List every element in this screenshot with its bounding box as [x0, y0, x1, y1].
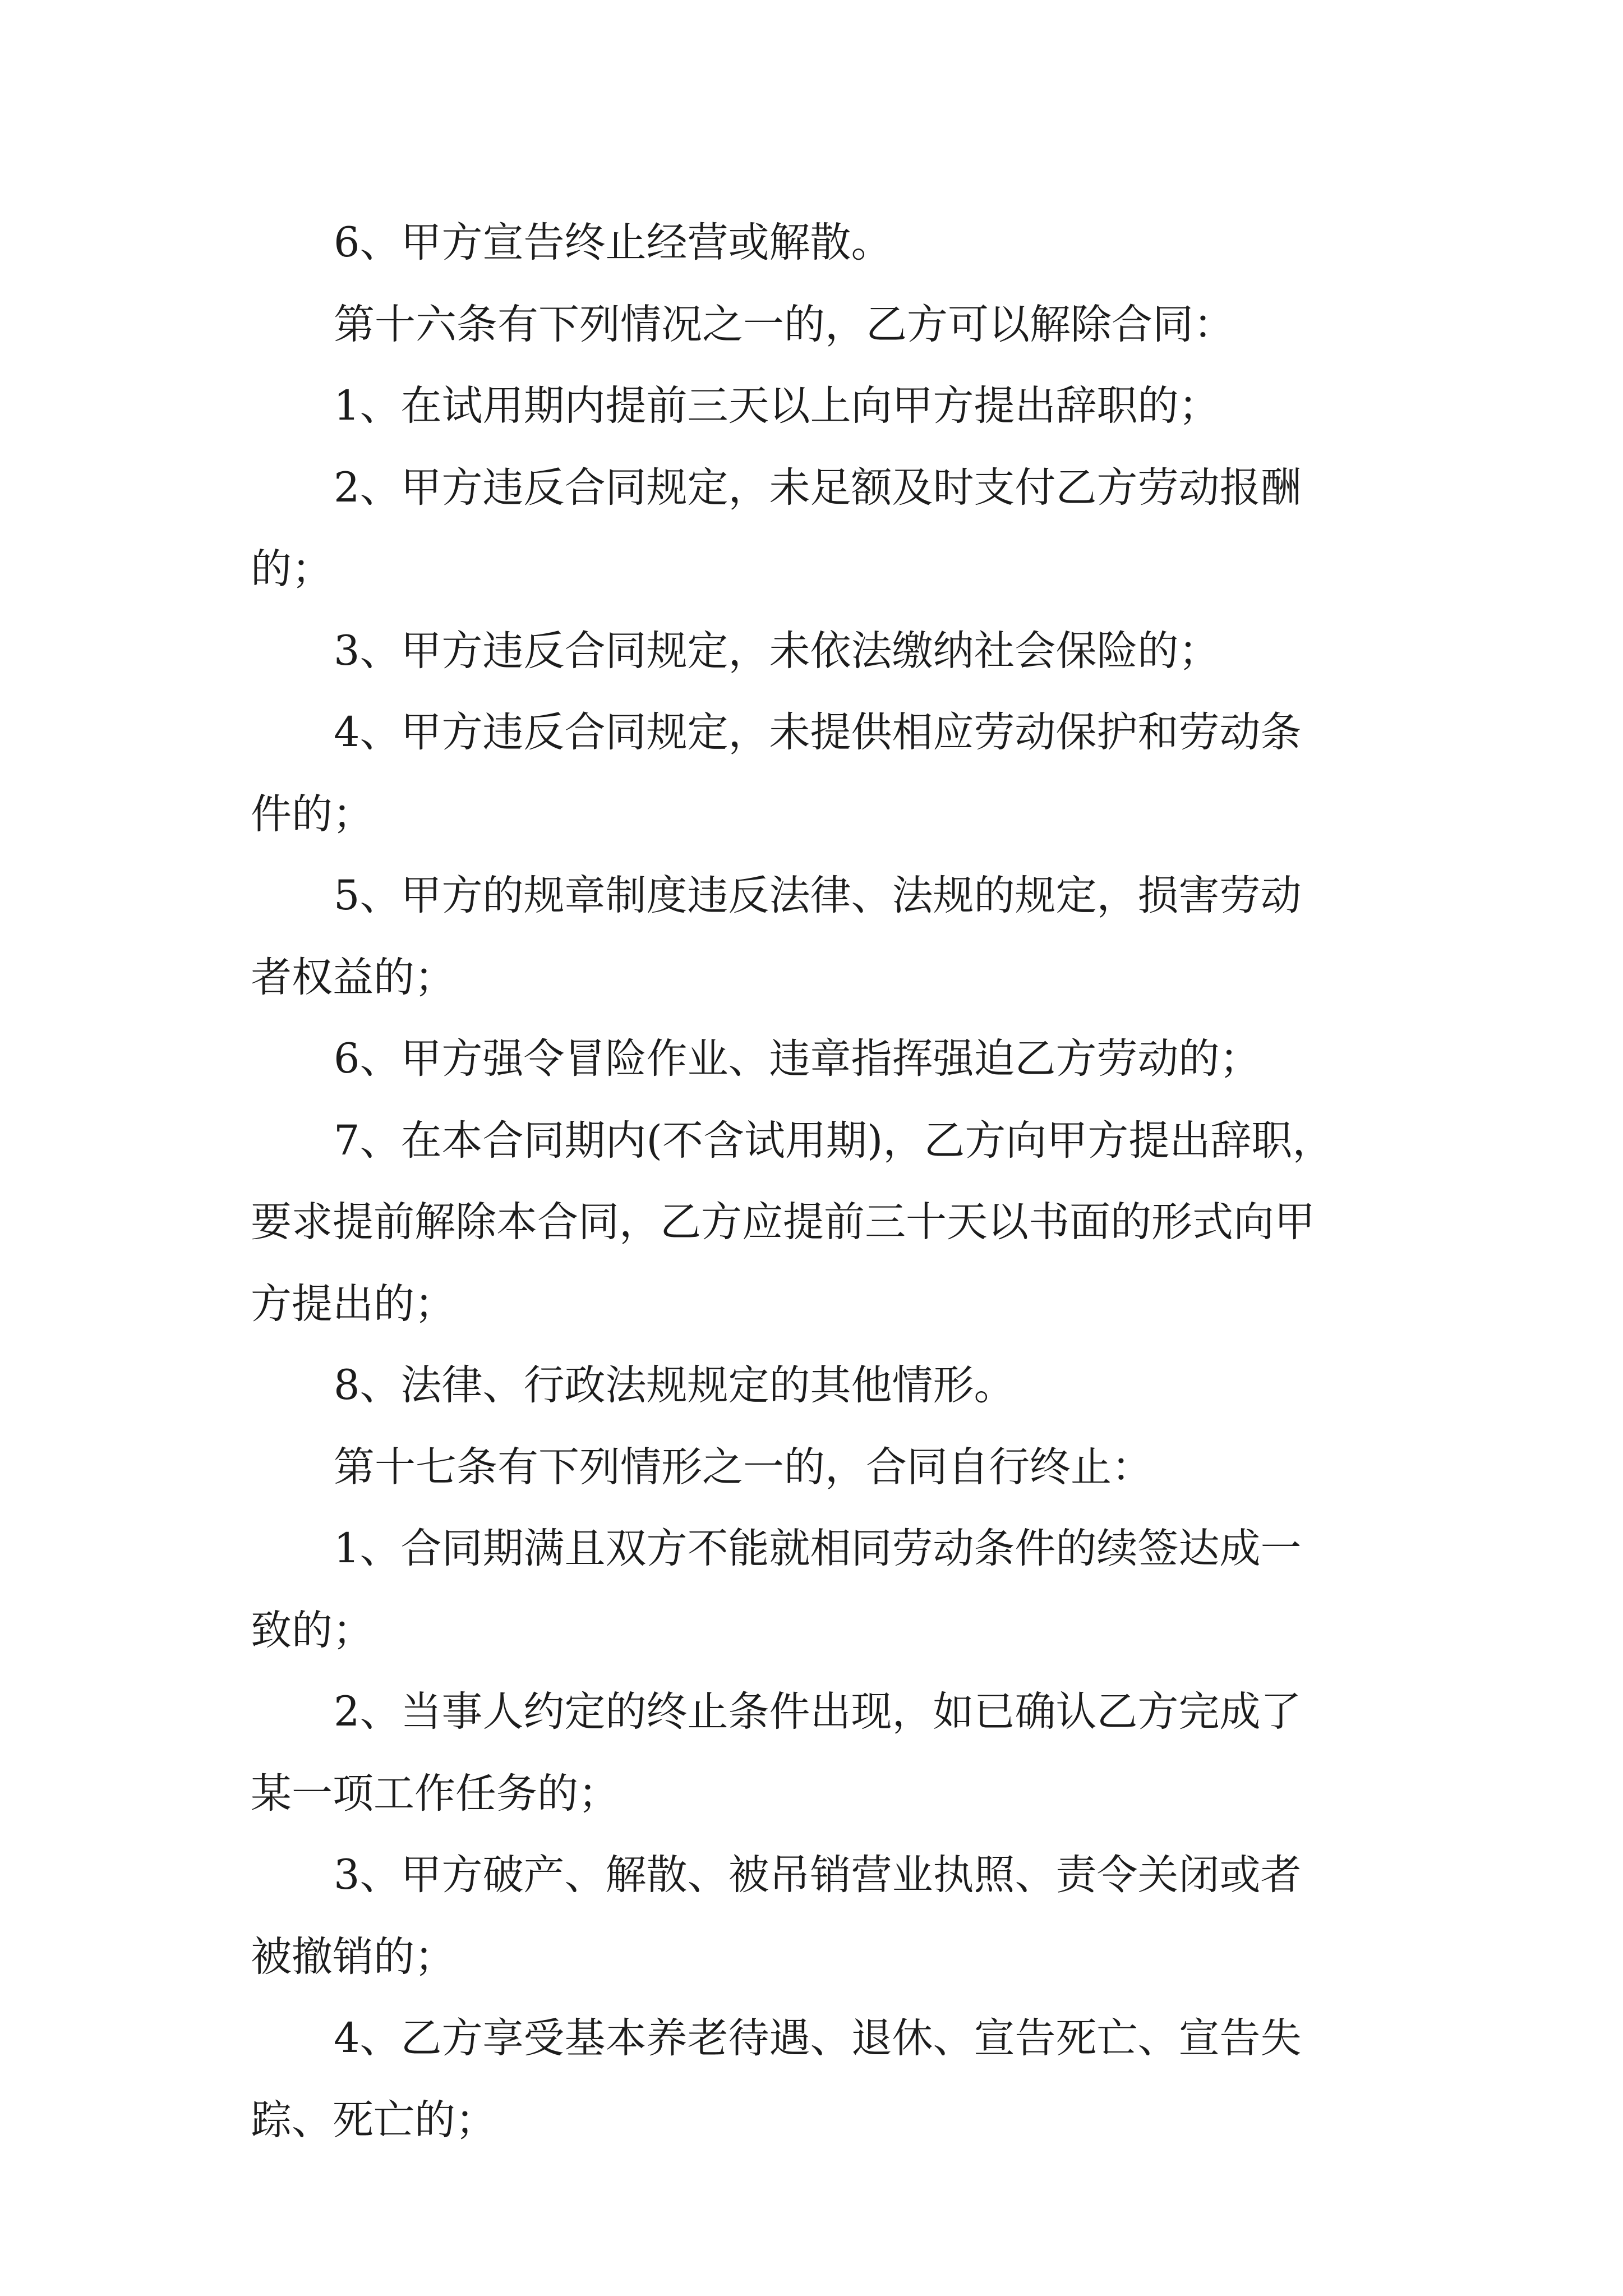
clause-line-10: 者权益的； — [251, 953, 455, 1001]
clause-line-12: 7、在本合同期内(不含试用期)，乙方向甲方提出辞职， — [334, 1116, 1334, 1165]
clause-line-11: 6、甲方强令冒险作业、违章指挥强迫乙方劳动的； — [334, 1035, 1261, 1083]
clause-line-23: 4、乙方享受基本养老待遇、退休、宣告死亡、宣告失 — [334, 2014, 1302, 2062]
clause-line-22: 被撤销的； — [251, 1932, 455, 1981]
clause-line-13: 要求提前解除本合同，乙方应提前三十天以书面的形式向甲 — [251, 1198, 1315, 1246]
clause-line-7: 4、甲方违反合同规定，未提供相应劳动保护和劳动条 — [334, 708, 1302, 756]
clause-line-5: 的； — [251, 545, 333, 593]
clause-line-6: 3、甲方违反合同规定，未依法缴纳社会保险的； — [334, 627, 1220, 675]
contract-text-body — [251, 202, 1384, 2161]
clause-line-1: 6、甲方宣告终止经营或解散。 — [334, 219, 892, 266]
clause-line-18: 致的； — [251, 1606, 374, 1654]
article-17-heading: 第十七条有下列情形之一的，合同自行终止： — [334, 1443, 1152, 1491]
clause-line-9: 5、甲方的规章制度违反法律、法规的规定，损害劳动 — [334, 872, 1302, 919]
clause-line-4: 2、甲方违反合同规定，未足额及时支付乙方劳动报酬 — [334, 463, 1302, 512]
clause-line-3: 1、在试用期内提前三天以上向甲方提出辞职的； — [334, 382, 1220, 430]
clause-line-14: 方提出的； — [251, 1280, 455, 1328]
clause-line-8: 件的； — [251, 790, 374, 838]
clause-line-21: 3、甲方破产、解散、被吊销营业执照、责令关闭或者 — [334, 1851, 1302, 1899]
clause-line-15: 8、法律、行政法规规定的其他情形。 — [334, 1361, 1015, 1409]
clause-line-20: 某一项工作任务的； — [251, 1769, 619, 1818]
clause-line-24: 踪、死亡的； — [251, 2096, 496, 2144]
clause-line-17: 1、合同期满且双方不能就相同劳动条件的续签达成一 — [334, 1525, 1302, 1572]
article-16-heading: 第十六条有下列情况之一的，乙方可以解除合同： — [334, 300, 1234, 348]
clause-line-19: 2、当事人约定的终止条件出现，如已确认乙方完成了 — [334, 1688, 1302, 1736]
